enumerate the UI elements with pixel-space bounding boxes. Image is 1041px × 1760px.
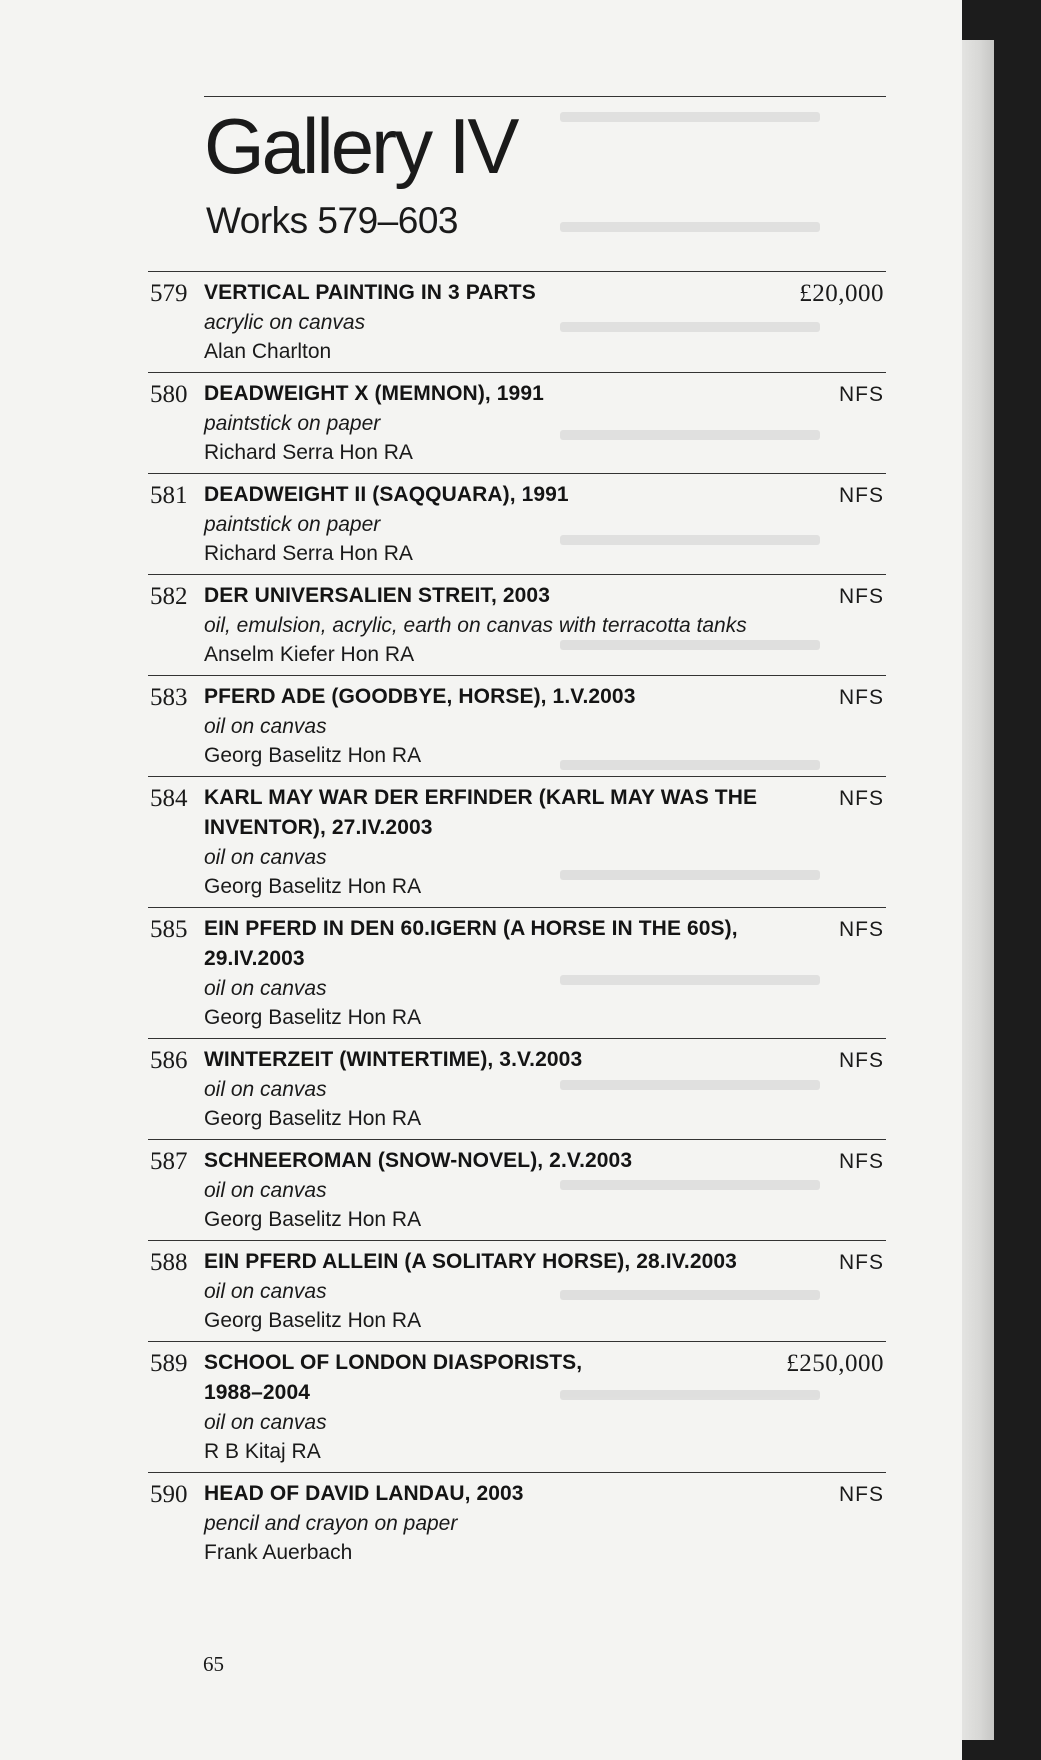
entry-title: DER UNIVERSALIEN STREIT, 2003 — [204, 584, 550, 607]
catalogue-content — [148, 96, 886, 1573]
entry-price: NFS — [839, 1049, 884, 1072]
catalogue-entry — [148, 1139, 886, 1240]
entry-price: NFS — [839, 1150, 884, 1173]
entry-medium: paintstick on paper — [204, 513, 381, 536]
entry-artist: Georg Baselitz Hon RA — [204, 875, 422, 898]
entry-title: PFERD ADE (GOODBYE, HORSE), 1.V.2003 — [204, 685, 636, 708]
entry-medium: oil on canvas — [204, 846, 327, 869]
entry-medium: oil on canvas — [204, 715, 327, 738]
catalogue-entry — [148, 907, 886, 1038]
entry-number: 586 — [150, 1047, 188, 1074]
entry-title: EIN PFERD IN DEN 60.IGERN (A HORSE IN THE 60S), 29.IV.2003 — [204, 917, 738, 970]
entry-price: NFS — [839, 787, 884, 810]
entries-list — [148, 271, 886, 1573]
entry-artist: Georg Baselitz Hon RA — [204, 1208, 422, 1231]
entry-title: VERTICAL PAINTING IN 3 PARTS — [204, 281, 536, 304]
catalogue-entry — [148, 574, 886, 675]
entry-artist: Georg Baselitz Hon RA — [204, 1006, 422, 1029]
entry-artist: R B Kitaj RA — [204, 1440, 321, 1463]
entry-artist: Georg Baselitz Hon RA — [204, 1309, 422, 1332]
catalogue-entry — [148, 1038, 886, 1139]
entry-number: 584 — [150, 785, 188, 812]
entry-title: DEADWEIGHT X (MEMNON), 1991 — [204, 382, 544, 405]
page-number: 65 — [203, 1652, 224, 1676]
entry-title: SCHOOL OF LONDON DIASPORISTS, 1988–2004 — [204, 1351, 583, 1404]
entry-artist: Richard Serra Hon RA — [204, 542, 413, 565]
catalogue-entry — [148, 776, 886, 907]
entry-title: HEAD OF DAVID LANDAU, 2003 — [204, 1482, 524, 1505]
gallery-title: Gallery IV — [204, 102, 517, 190]
top-rule — [204, 96, 886, 97]
entry-artist: Frank Auerbach — [204, 1541, 353, 1564]
entry-price: £20,000 — [799, 280, 884, 307]
catalogue-entry — [148, 473, 886, 574]
entry-artist: Georg Baselitz Hon RA — [204, 1107, 422, 1130]
entry-medium: oil, emulsion, acrylic, earth on canvas with terracotta tanks — [204, 614, 747, 637]
entry-medium: oil on canvas — [204, 977, 327, 1000]
entry-price: NFS — [839, 918, 884, 941]
entry-number: 581 — [150, 482, 188, 509]
entry-medium: acrylic on canvas — [204, 311, 366, 334]
entry-price: NFS — [839, 686, 884, 709]
entry-medium: oil on canvas — [204, 1078, 327, 1101]
entry-artist: Georg Baselitz Hon RA — [204, 744, 422, 767]
entry-number: 588 — [150, 1249, 188, 1276]
entry-medium: paintstick on paper — [204, 412, 381, 435]
entry-price: NFS — [839, 1483, 884, 1506]
entry-artist: Richard Serra Hon RA — [204, 441, 413, 464]
entry-medium: pencil and crayon on paper — [204, 1512, 458, 1535]
entry-medium: oil on canvas — [204, 1179, 327, 1202]
catalogue-entry — [148, 675, 886, 776]
entry-medium: oil on canvas — [204, 1411, 327, 1434]
page-edge — [958, 40, 994, 1740]
entry-artist: Alan Charlton — [204, 340, 332, 363]
entry-title: SCHNEEROMAN (SNOW-NOVEL), 2.V.2003 — [204, 1149, 633, 1172]
entry-price: NFS — [839, 585, 884, 608]
entry-price: NFS — [839, 1251, 884, 1274]
catalogue-entry — [148, 1472, 886, 1573]
entry-number: 582 — [150, 583, 188, 610]
catalogue-entry — [148, 271, 886, 372]
entry-number: 580 — [150, 381, 188, 408]
entry-price: NFS — [839, 383, 884, 406]
entry-medium: oil on canvas — [204, 1280, 327, 1303]
entry-price: £250,000 — [786, 1350, 884, 1377]
catalogue-entry — [148, 1341, 886, 1472]
catalogue-entry — [148, 1240, 886, 1341]
entry-number: 583 — [150, 684, 188, 711]
entry-number: 590 — [150, 1481, 188, 1508]
works-range: Works 579–603 — [206, 200, 458, 241]
entry-title: EIN PFERD ALLEIN (A SOLITARY HORSE), 28.IV.2003 — [204, 1250, 737, 1273]
entry-title: WINTERZEIT (WINTERTIME), 3.V.2003 — [204, 1048, 583, 1071]
catalogue-entry — [148, 372, 886, 473]
entry-title: KARL MAY WAR DER ERFINDER (KARL MAY WAS THE INVENTOR), 27.IV.2003 — [204, 786, 758, 839]
entry-price: NFS — [839, 484, 884, 507]
entry-number: 585 — [150, 916, 188, 943]
entry-artist: Anselm Kiefer Hon RA — [204, 643, 415, 666]
entry-number: 589 — [150, 1350, 188, 1377]
entry-title: DEADWEIGHT II (SAQQUARA), 1991 — [204, 483, 569, 506]
entry-number: 587 — [150, 1148, 188, 1175]
entry-number: 579 — [150, 280, 188, 307]
